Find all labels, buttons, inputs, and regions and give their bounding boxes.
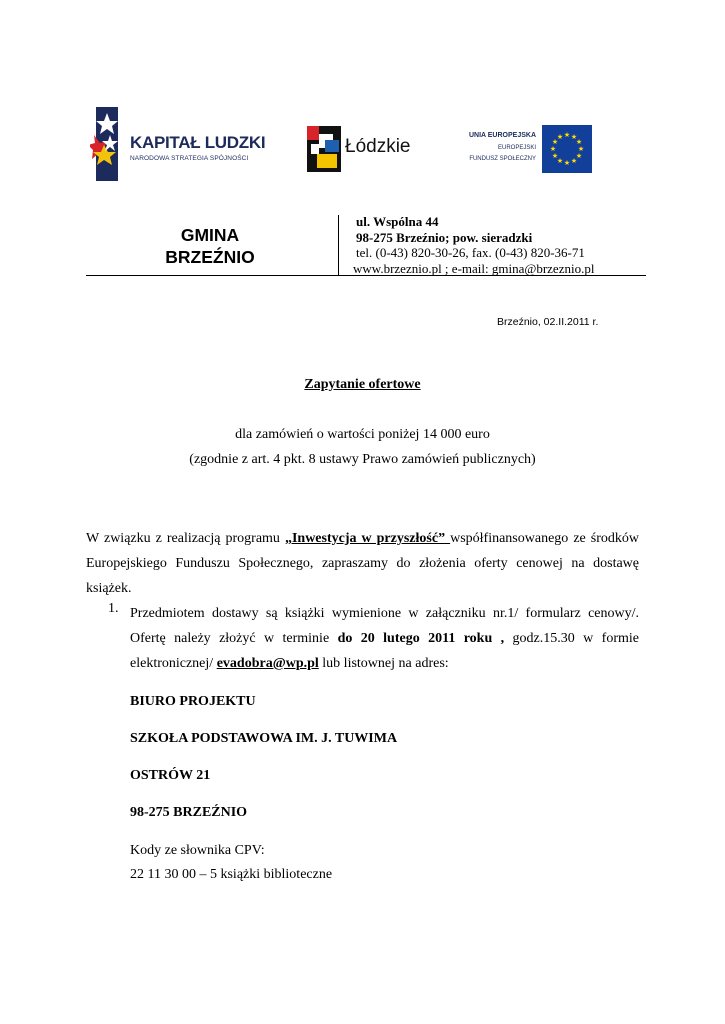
delivery-address-line3: OSTRÓW 21 bbox=[130, 768, 211, 783]
svg-text:★: ★ bbox=[563, 131, 571, 139]
municipality-title bbox=[150, 224, 270, 268]
list-item-text bbox=[130, 601, 639, 676]
svg-text:★: ★ bbox=[551, 138, 559, 146]
lodzkie-emblem-icon bbox=[307, 124, 343, 174]
eu-line-2: EUROPEJSKI bbox=[497, 145, 536, 151]
kapital-ludzki-subtitle: NARODOWA STRATEGIA SPÓJNOŚCI bbox=[130, 155, 249, 162]
program-name: „Inwestycja w przyszłość” bbox=[284, 531, 451, 546]
header-address-street: ul. Wspólna 44 bbox=[356, 214, 439, 229]
lodzkie-text: Łódzkie bbox=[345, 136, 411, 157]
header-address-city: 98-275 Brzeźnio; pow. sieradzki bbox=[356, 230, 533, 245]
kapital-ludzki-title: KAPITAŁ LUDZKI bbox=[130, 133, 266, 152]
intro-text-before: W związku z realizacją programu bbox=[86, 531, 285, 546]
municipality-title-line2: BRZEŹNIO bbox=[165, 247, 255, 267]
eu-logo bbox=[462, 125, 594, 175]
lodzkie-logo bbox=[307, 124, 417, 174]
municipality-title-line1: GMINA bbox=[180, 225, 240, 245]
item-text-a: Przedmiotem dostawy są książki wymienione w załączniku nr.1/ formularz cenowy/. Ofertę należy złożyć w terminie bbox=[130, 606, 639, 646]
eu-line-1: UNIA EUROPEJSKA bbox=[468, 132, 536, 139]
eu-line-3: FUNDUSZ SPOŁECZNY bbox=[469, 156, 536, 162]
kapital-ludzki-logo bbox=[90, 105, 266, 185]
header-divider-vertical bbox=[338, 215, 339, 275]
subtitle-line-1: dla zamówień o wartości poniżej 14 000 euro bbox=[235, 427, 490, 442]
svg-text:★: ★ bbox=[563, 159, 571, 167]
delivery-address-line4: 98-275 BRZEŹNIO bbox=[130, 805, 248, 820]
subtitle-line-2: (zgodnie z art. 4 pkt. 8 ustawy Prawo zamówień publicznych) bbox=[189, 452, 536, 467]
deadline: do 20 lutego 2011 roku , bbox=[337, 631, 505, 646]
list-item-number: 1. bbox=[108, 601, 119, 616]
document-title: Zapytanie ofertowe bbox=[304, 377, 421, 392]
header-address-phone: tel. (0-43) 820-30-26, fax. (0-43) 820-36-71 bbox=[356, 245, 585, 260]
svg-text:★: ★ bbox=[570, 157, 578, 165]
item-text-c: lub listownej na adres: bbox=[318, 656, 449, 671]
cpv-code: 22 11 30 00 – 5 książki biblioteczne bbox=[130, 867, 333, 882]
delivery-address-line2: SZKOŁA PODSTAWOWA IM. J. TUWIMA bbox=[130, 731, 398, 746]
svg-text:★: ★ bbox=[556, 157, 564, 165]
cpv-label: Kody ze słownika CPV: bbox=[130, 843, 265, 858]
svg-text:★: ★ bbox=[551, 152, 559, 160]
svg-text:★: ★ bbox=[575, 152, 583, 160]
svg-text:★: ★ bbox=[556, 133, 564, 141]
kapital-ludzki-emblem-icon bbox=[90, 105, 130, 183]
svg-text:★: ★ bbox=[575, 138, 583, 146]
eu-flag-icon bbox=[542, 125, 592, 173]
document-date: Brzeźnio, 02.II.2011 r. bbox=[497, 316, 599, 328]
intro-text-after: współfinansowanego ze środków Europejskiego Funduszu Społecznego, zapraszamy do złożenia oferty cenowej na dostawę książek. bbox=[86, 531, 639, 596]
email-link[interactable]: evadobra@wp.pl bbox=[216, 656, 319, 671]
svg-text:★: ★ bbox=[570, 133, 578, 141]
item-text-b: godz.15.30 w formie elektronicznej/ bbox=[130, 631, 639, 671]
svg-text:★: ★ bbox=[577, 145, 585, 153]
svg-text:★: ★ bbox=[549, 145, 557, 153]
intro-paragraph bbox=[86, 526, 639, 601]
header-address-web: www.brzeznio.pl ; e-mail: gmina@brzeznio.pl bbox=[353, 261, 595, 276]
delivery-address-line1: BIURO PROJEKTU bbox=[130, 694, 256, 709]
